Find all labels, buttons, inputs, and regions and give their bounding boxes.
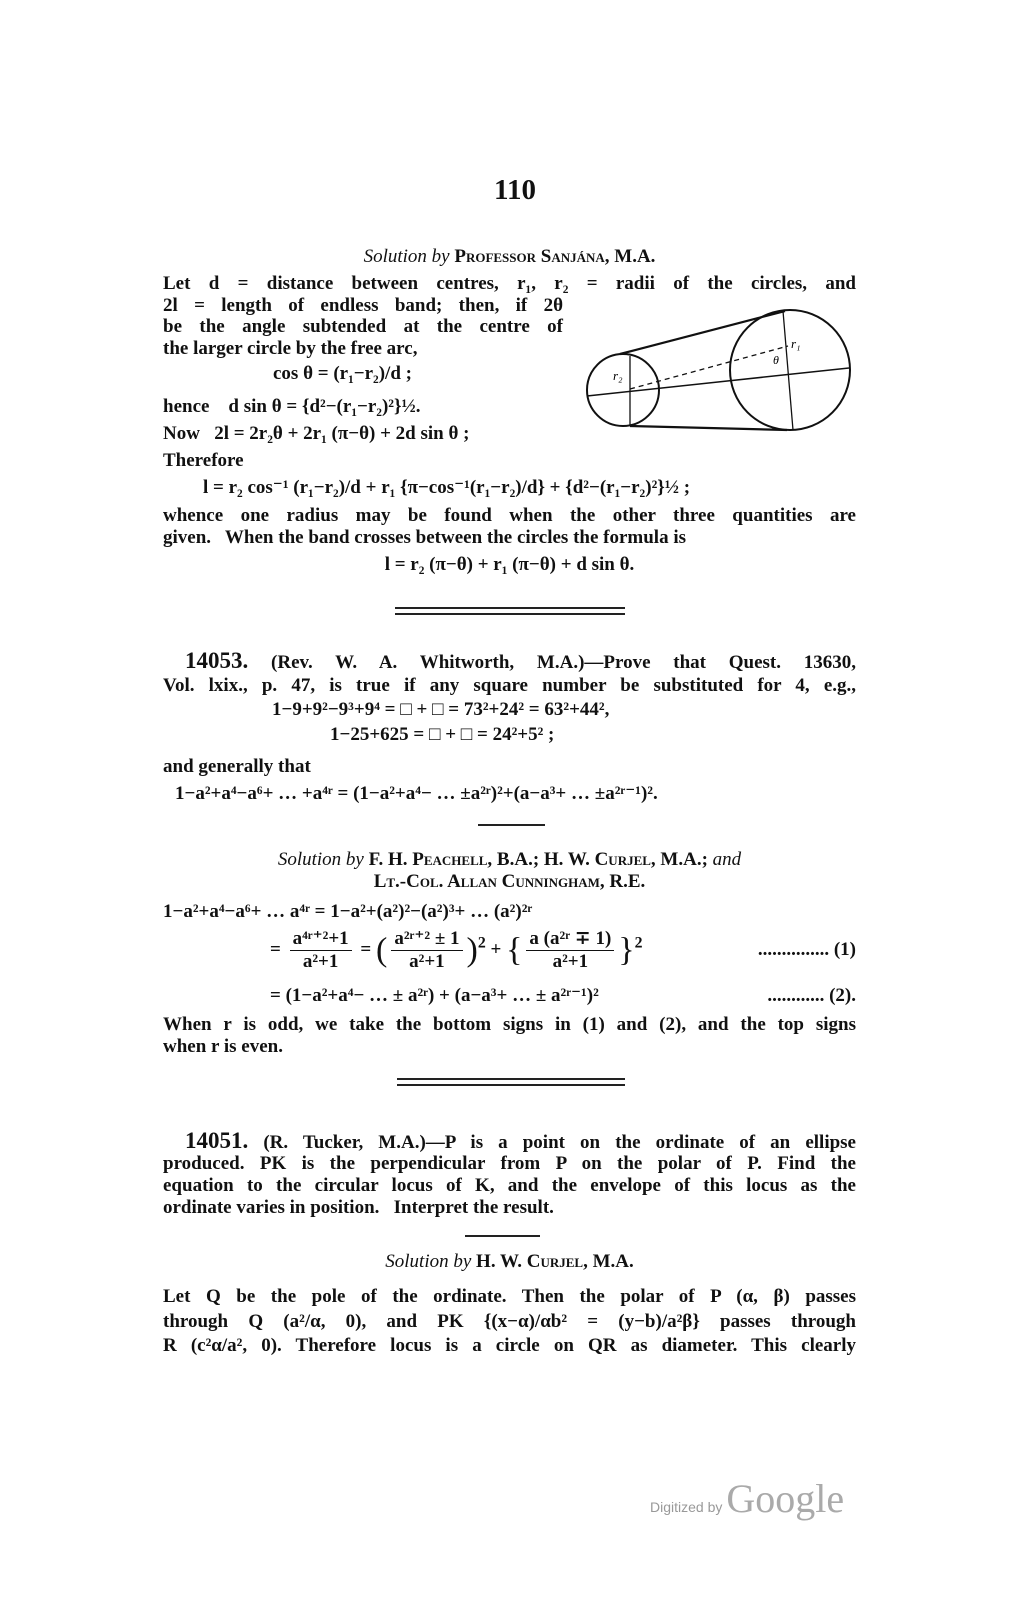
text-line: through Q (a²/α, 0), and PK {(x−α)/αb² = (y−b)/a²β} passes through	[163, 1311, 856, 1332]
question-line	[185, 650, 856, 674]
center-line	[587, 368, 849, 396]
question-line: equation to the circular locus of K, and the envelope of this locus as the	[163, 1175, 856, 1196]
belt-pulley-diagram	[575, 300, 860, 445]
text-line: 2l = length of endless band; then, if 2θ	[163, 295, 563, 316]
band-top	[620, 311, 785, 354]
divider	[395, 613, 625, 615]
text-line: when r is even.	[163, 1036, 283, 1057]
fraction: $\frac{\text{a²ʳ⁺² ± 1}}{\text{a²+1}}$	[391, 928, 462, 973]
divider	[478, 824, 545, 826]
text-line: Therefore	[163, 450, 244, 471]
text-line: and generally that	[163, 756, 311, 777]
equation: Now 2l = 2r₂θ + 2r₁ (π−θ) + 2d sin θ ;	[163, 423, 470, 444]
question-number: 14053.	[185, 648, 249, 673]
heading-italic: Solution by	[363, 246, 450, 267]
equation: 1−a²+a⁴−a⁶+ … a⁴ʳ = 1−a²+(a²)²−(a²)³+ … (a²)²ʳ	[163, 901, 533, 922]
text-line: whence one radius may be found when the other three quantities are	[163, 505, 856, 526]
heading-author: H. W. Curjel, M.A.	[476, 1251, 634, 1272]
divider	[397, 1078, 625, 1080]
equation-tag: ............... (1)	[757, 939, 856, 960]
google-watermark	[650, 1475, 844, 1522]
fraction: $\frac{\text{a⁴ʳ⁺²+1}}{\text{a²+1}}$	[290, 928, 352, 973]
heading-italic: Solution by	[385, 1251, 472, 1272]
band-bottom	[630, 426, 787, 430]
heading-author: Professor Sanjána, M.A.	[454, 246, 656, 267]
text-line: the larger circle by the free arc,	[163, 338, 418, 359]
page-number: 110	[494, 174, 536, 206]
text-line: given. When the band crosses between the circles the formula is	[163, 527, 687, 548]
divider	[465, 1235, 540, 1237]
solution-heading	[163, 1251, 856, 1273]
label-theta: θ	[773, 353, 779, 367]
question-line: produced. PK is the perpendicular from P on the polar of P. Find the	[163, 1153, 856, 1174]
fraction: $\frac{\text{a (a²ʳ ∓ 1)}}{\text{a²+1}}$	[526, 928, 614, 973]
heading-italic: Solution by	[277, 849, 364, 870]
equation: hence d sin θ = {d²−(r₁−r₂)²}½.	[163, 396, 421, 417]
watermark-prefix: Digitized by	[650, 1499, 723, 1515]
question-number: 14051.	[185, 1128, 249, 1153]
divider	[397, 1084, 625, 1086]
solution-heading	[163, 849, 856, 871]
divider	[395, 607, 625, 609]
text-line: R (c²α/a², 0). Therefore locus is a circle on QR as diameter. This clearly	[163, 1335, 856, 1356]
text-line: When r is odd, we take the bottom signs in (1) and (2), and the top signs	[163, 1014, 856, 1035]
equation: cos θ = (r₁−r₂)/d ;	[273, 363, 412, 384]
solution-heading	[163, 246, 856, 268]
text-line: be the angle subtended at the centre of	[163, 316, 563, 337]
question-line	[185, 1130, 856, 1154]
equation: = (1−a²+a⁴− … ± a²ʳ) + (a−a³+ … ± a²ʳ⁻¹)²	[270, 985, 599, 1006]
text-line: Let d = distance between centres, r₁, r₂ = radii of the circles, and	[163, 273, 856, 294]
label-r1: r₁	[791, 336, 801, 351]
solution-heading-line2: Lt.-Col. Allan Cunningham, R.E.	[373, 871, 646, 892]
heading-and: and	[712, 849, 742, 870]
equation-tag: ............ (2).	[767, 985, 856, 1006]
question-text: (Rev. W. A. Whitworth, M.A.)—Prove that Quest. 13630,	[271, 652, 857, 673]
question-line: Vol. lxix., p. 47, is true if any square number be substituted for 4, e.g.,	[163, 675, 856, 696]
equation: 1−a²+a⁴−a⁶+ … +a⁴ʳ = (1−a²+a⁴− … ±a²ʳ)²+(a−a³+ … ±a²ʳ⁻¹)².	[175, 783, 658, 804]
equation: l = r₂ (π−θ) + r₁ (π−θ) + d sin θ.	[384, 554, 635, 575]
label-r2: r₂	[613, 368, 623, 383]
equation: 1−9+9²−9³+9⁴ = □ + □ = 73²+24² = 63²+44²,	[272, 699, 610, 720]
equation: l = r₂ cos⁻¹ (r₁−r₂)/d + r₁ {π−cos⁻¹(r₁−r₂)/d} + {d²−(r₁−r₂)²}½ ;	[203, 477, 691, 498]
equation: = $\frac{\text{a⁴ʳ⁺²+1}}{\text{a²+1}}$ = ( $\frac{\text{a²ʳ⁺² ± 1}}{\text{a²+1}}$ )$^2$ + { $\frac{\text{a (a²ʳ ∓ 1)}}{\text{a²+1}}$ }$^2$	[270, 928, 643, 972]
heading-authors: F. H. Peachell, B.A.; H. W. Curjel, M.A.;	[368, 849, 708, 870]
question-text: (R. Tucker, M.A.)—P is a point on the ordinate of an ellipse	[263, 1132, 856, 1153]
question-line: ordinate varies in position. Interpret the result.	[163, 1197, 554, 1218]
text-line: Let Q be the pole of the ordinate. Then the polar of P (α, β) passes	[163, 1286, 856, 1307]
google-logo: Google	[726, 1476, 845, 1521]
equation: 1−25+625 = □ + □ = 24²+5² ;	[330, 724, 555, 745]
